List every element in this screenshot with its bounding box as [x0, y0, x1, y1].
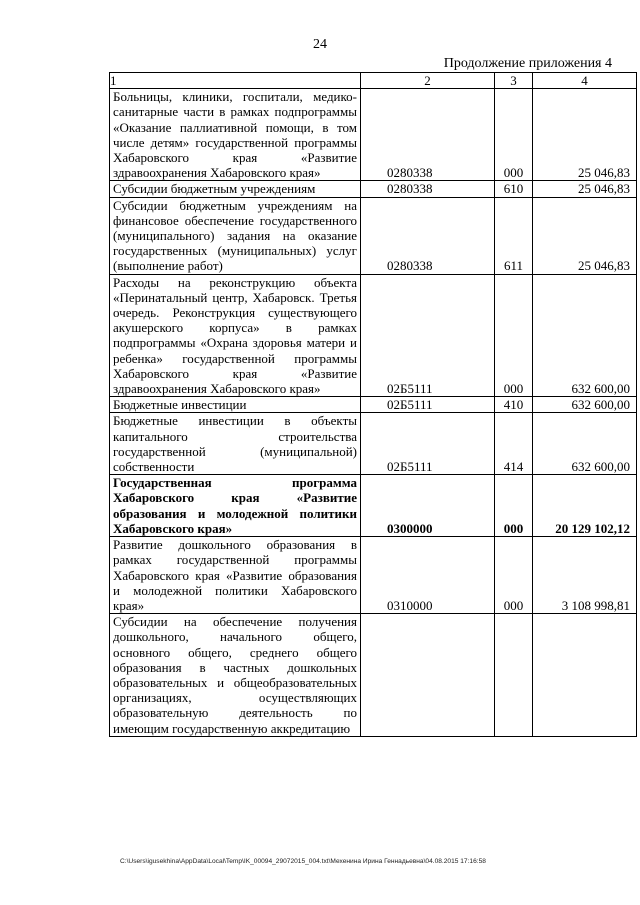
row-expense-type: 000: [495, 89, 533, 181]
table-row: [110, 413, 637, 475]
row-expense-type: 611: [495, 197, 533, 274]
row-amount: 632 600,00: [533, 274, 637, 397]
header-cell-4: 4: [533, 73, 637, 89]
row-target-code: 02Б5111: [361, 397, 495, 413]
row-name: Субсидии бюджетным учреждениям: [110, 181, 361, 197]
row-name: Расходы на реконструкцию объекта «Перинатальный центр, Хабаровск. Третья очередь. Реконструкция существующего акушерского корпуса» в рамках подпрограммы «Охрана здоровья матери и ребенка» государственной программы Хабаровского края «Развитие здравоохранения Хабаровского края»: [110, 274, 361, 397]
header-cell-3: 3: [495, 73, 533, 89]
row-amount: 632 600,00: [533, 397, 637, 413]
page-number: 24: [313, 37, 327, 52]
row-expense-type: [495, 614, 533, 737]
row-name: Государственная программа Хабаровского края «Развитие образования и молодежной политики Хабаровского края»: [110, 475, 361, 537]
table-row: [110, 274, 637, 397]
table-row-program: [110, 475, 637, 537]
row-target-code: 0280338: [361, 89, 495, 181]
row-name: Субсидии бюджетным учреждениям на финансовое обеспечение государственного (муниципального) задания на оказание государственных (муниципальных) услуг (выполнение работ): [110, 197, 361, 274]
row-target-code: 0310000: [361, 537, 495, 614]
row-target-code: 02Б5111: [361, 274, 495, 397]
row-target-code: [361, 614, 495, 737]
table-row: [110, 89, 637, 181]
row-expense-type: 410: [495, 397, 533, 413]
row-target-code: 0280338: [361, 197, 495, 274]
row-name: Развитие дошкольного образования в рамках государственной программы Хабаровского края «Развитие образования и молодежной политики Хабаровского края»: [110, 537, 361, 614]
row-name: Субсидии на обеспечение получения дошкольного, начального общего, основного общего, среднего общего образования в частных дошкольных образовательных и общеобразовательных организациях, осуществляющих образовательную деятельность по имеющим государственную аккредитацию: [110, 614, 361, 737]
row-amount: 25 046,83: [533, 89, 637, 181]
table-row: [110, 397, 637, 413]
row-name: Больницы, клиники, госпитали, медико-санитарные части в рамках подпрограммы «Оказание паллиативной помощи, в том числе детям» государственной программы Хабаровского края «Развитие здравоохранения Хабаровского края»: [110, 89, 361, 181]
row-expense-type: 000: [495, 537, 533, 614]
row-target-code: 0300000: [361, 475, 495, 537]
row-amount: 632 600,00: [533, 413, 637, 475]
row-expense-type: 610: [495, 181, 533, 197]
row-expense-type: 414: [495, 413, 533, 475]
row-target-code: 0280338: [361, 181, 495, 197]
row-amount: 25 046,83: [533, 181, 637, 197]
header-cell-2: 2: [361, 73, 495, 89]
row-expense-type: 000: [495, 274, 533, 397]
row-amount: [533, 614, 637, 737]
budget-table: [109, 72, 637, 737]
row-expense-type: 000: [495, 475, 533, 537]
continuation-caption: Продолжение приложения 4: [443, 56, 612, 71]
row-name: Бюджетные инвестиции в объекты капитального строительства государственной (муниципальной) собственности: [110, 413, 361, 475]
row-target-code: 02Б5111: [361, 413, 495, 475]
row-amount: 20 129 102,12: [533, 475, 637, 537]
table-row: [110, 197, 637, 274]
row-amount: 25 046,83: [533, 197, 637, 274]
row-amount: 3 108 998,81: [533, 537, 637, 614]
file-path-footer: C:\Users\igusekhina\AppData\Local\Temp\IK_00094_29072015_004.txt\Мехенина Ирина Геннадьевна\04.08.2015 17:16:58: [120, 858, 486, 865]
row-name: Бюджетные инвестиции: [110, 397, 361, 413]
table-row: [110, 537, 637, 614]
header-cell-1: 1: [110, 73, 361, 89]
table-header-row: [110, 73, 637, 89]
table-row: [110, 614, 637, 737]
table-row: [110, 181, 637, 197]
